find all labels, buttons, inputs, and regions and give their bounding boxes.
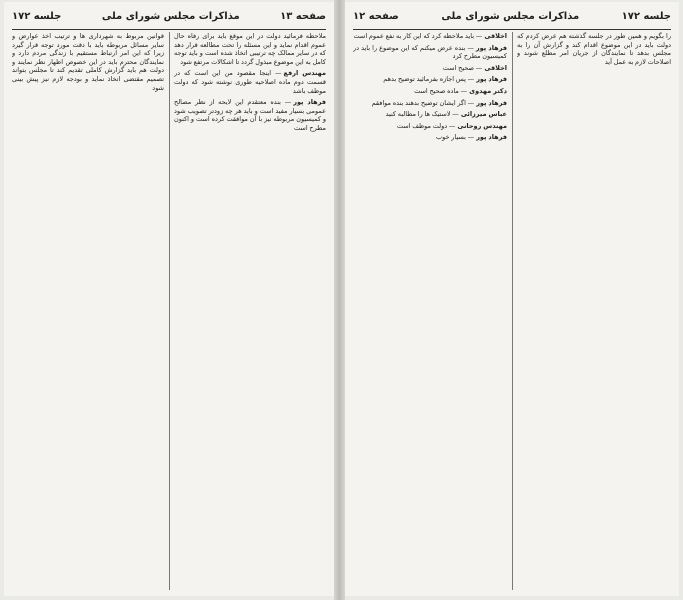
speaker-name: فرهاد پور (476, 75, 507, 84)
speech-text: — ماده صحیح است (414, 86, 468, 95)
transcript-paragraph (353, 75, 507, 84)
page-header (12, 8, 326, 24)
transcript-paragraph (517, 32, 671, 66)
column-right (517, 32, 671, 590)
speaker-name: دکتر مهدوی (469, 86, 507, 95)
speech-text: — اینجا مقصود من این است که در قسمت دوم ماده اصلاحیه طوری نوشته شود که دولت موظف باشد (174, 69, 326, 95)
transcript-paragraph (174, 32, 326, 66)
speaker-name: مهندس ارفع (283, 69, 326, 78)
speech-text: را بگویم و همین طور در جلسه گذشته هم عرض کردم که دولت باید در این موضوع اقدام کند و گزارش آن را به مجلس بدهد تا نمایندگان از جریان امر مطلع شوند و اصلاحات لازم به عمل آید (517, 32, 671, 66)
page-header (353, 8, 671, 24)
speech-text: — بنده عرض میکنم که این موضوع را باید در کمیسیون مطرح کرد (353, 43, 507, 61)
speaker-name: فرهاد پور (293, 98, 326, 107)
speaker-name: عباس میرزائی (460, 110, 507, 119)
speech-text: — بنده معتقدم این لایحه از نظر مصالح عمومی بسیار مفید است و باید هر چه زودتر تصویب شود و کمیسیون مربوطه نیز با آن موافقت کرده است و اکنون مطرح است (174, 98, 326, 132)
transcript-paragraph (353, 133, 507, 142)
column-left (353, 32, 507, 590)
header-title: مذاکرات مجلس شورای ملی (441, 10, 580, 22)
transcript-paragraph (353, 122, 507, 131)
page-number: صفحه ۱۲ (353, 10, 399, 22)
speaker-name: اخلاقی (484, 63, 507, 72)
speech-text: — باید ملاحظه کرد که این کار به نفع عموم است (353, 32, 483, 40)
speech-text: — صحیح است (442, 63, 483, 72)
transcript-paragraph (353, 110, 507, 119)
column-left (12, 32, 164, 590)
speech-text: — لاستیک ها را مطالبه کنید (385, 110, 459, 119)
speech-text: ملاحظه فرمائید دولت در این موقع باید برای رفاه حال عموم اقدام نماید و این مسئله را تحت مطالعه قرار دهد که در سایر ممالک چه ترتیبی اتخاذ شده است و باید توجه کامل به این موضوع مبذول گردد تا اشکالات مرتفع شود (174, 32, 326, 66)
speech-text: — دولت موظف است (396, 121, 456, 130)
right-page (345, 2, 679, 596)
header-rule (353, 29, 671, 30)
text-columns (353, 32, 671, 590)
transcript-paragraph (353, 44, 507, 61)
session-number: جلسه ۱۷۲ (12, 10, 62, 22)
session-number: جلسه ۱۷۲ (621, 10, 671, 22)
speaker-name: مهندس روحانی (457, 121, 507, 130)
speech-text: — پس اجازه بفرمائید توضیح بدهم (383, 75, 475, 84)
speech-text: قوانین مربوط به شهرداری ها و ترتیب اخذ عوارض و سایر مسائل مربوطه باید با دقت مورد توجه قرار گیرد زیرا که این امر ارتباط مستقیم با زندگی مردم دارد و نمایندگان محترم باید در این خصوص اظهار نظر نمایند و دولت هم باید گزارش کاملی تقدیم کند تا مجلس بتواند تصمیم مقتضی اتخاذ نماید و بودجه لازم نیز پیش بینی شود (12, 32, 164, 92)
transcript-paragraph (353, 87, 507, 96)
column-divider (169, 32, 170, 590)
header-rule (12, 29, 326, 30)
text-columns (12, 32, 326, 590)
transcript-paragraph (353, 99, 507, 108)
speech-text: — بسیار خوب (435, 133, 475, 142)
page-number: صفحه ۱۳ (280, 10, 326, 22)
transcript-paragraph (12, 32, 164, 92)
speaker-name: فرهاد پور (475, 43, 507, 52)
transcript-paragraph (174, 98, 326, 132)
speech-text: — اگر ایشان توضیح بدهند بنده موافقم (371, 98, 475, 107)
book-gutter (334, 0, 345, 600)
transcript-paragraph (353, 32, 507, 41)
speaker-name: اخلاقی (484, 32, 507, 40)
header-title: مذاکرات مجلس شورای ملی (101, 10, 240, 22)
column-divider (512, 32, 513, 590)
speaker-name: فرهاد پور (476, 133, 507, 142)
transcript-paragraph (174, 69, 326, 95)
column-right (174, 32, 326, 590)
speaker-name: فرهاد پور (476, 98, 507, 107)
left-page (4, 2, 334, 596)
transcript-paragraph (353, 64, 507, 73)
